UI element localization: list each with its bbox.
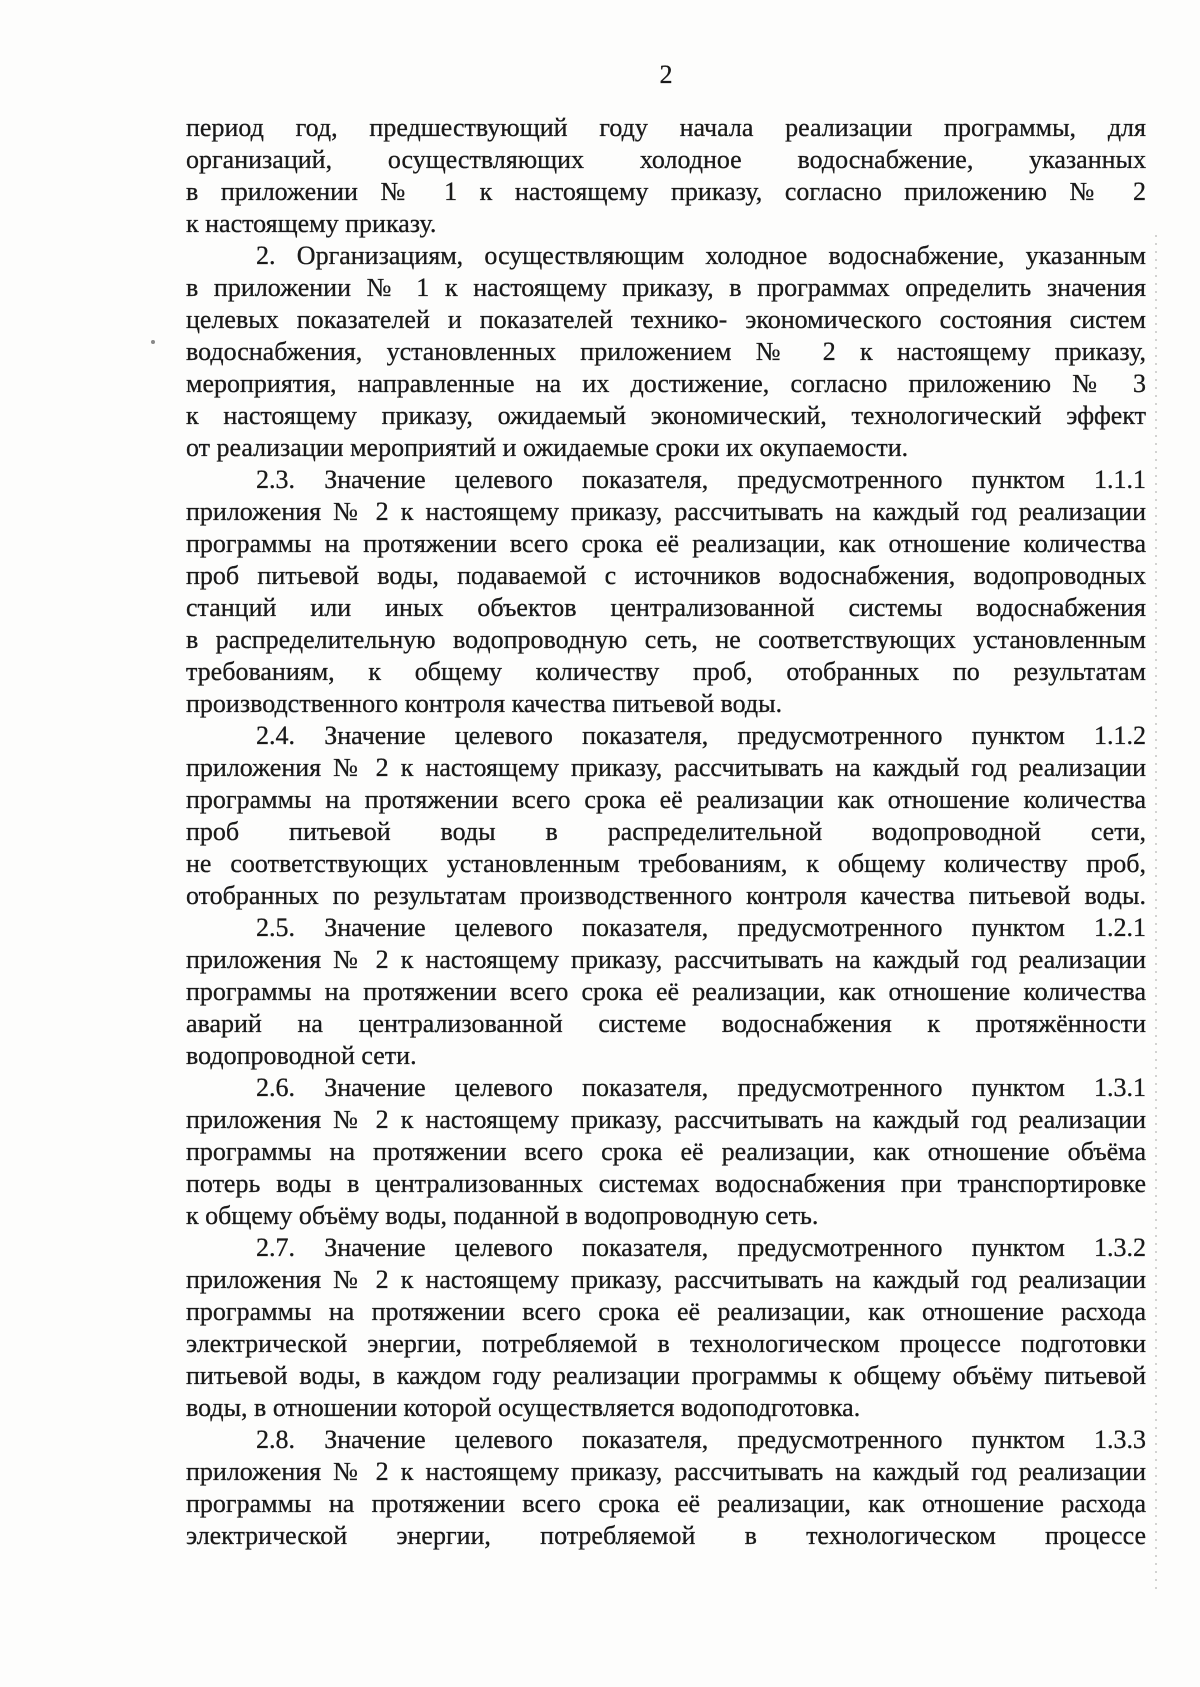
- text-line: проб питьевой воды, подаваемой с источников водоснабжения, водопроводных: [186, 561, 1146, 590]
- text-line: приложения № 2 к настоящему приказу, рассчитывать на каждый год реализации: [186, 945, 1146, 974]
- text-line: 2. Организациям, осуществляющим холодное водоснабжение, указанным: [256, 241, 1146, 270]
- text-line: производственного контроля качества питьевой воды.: [186, 689, 783, 718]
- paragraph: [186, 912, 1146, 1072]
- text-line: 2.5. Значение целевого показателя, предусмотренного пунктом 1.2.1: [256, 913, 1146, 942]
- text-line: целевых показателей и показателей технико- экономического состояния систем: [186, 305, 1146, 334]
- text-line: в распределительную водопроводную сеть, не соответствующих установленным: [186, 625, 1146, 654]
- scan-artifact-dotted-line-icon: [1155, 235, 1157, 1590]
- document-body: [186, 112, 1146, 1552]
- paragraph: [186, 464, 1146, 720]
- paragraph: [186, 112, 1146, 240]
- text-line: организаций, осуществляющих холодное водоснабжение, указанных: [186, 145, 1146, 174]
- text-line: приложения № 2 к настоящему приказу, рассчитывать на каждый год реализации: [186, 1105, 1146, 1134]
- text-line: 2.8. Значение целевого показателя, предусмотренного пунктом 1.3.3: [256, 1425, 1146, 1454]
- text-line: приложения № 2 к настоящему приказу, рассчитывать на каждый год реализации: [186, 1265, 1146, 1294]
- paragraph: [186, 1072, 1146, 1232]
- text-line: водопроводной сети.: [186, 1041, 417, 1070]
- text-line: в приложении № 1 к настоящему приказу, согласно приложению № 2: [186, 177, 1146, 206]
- text-line: аварий на централизованной системе водоснабжения к протяжённости: [186, 1009, 1146, 1038]
- paragraph: [186, 1232, 1146, 1424]
- text-line: отобранных по результатам производственного контроля качества питьевой воды.: [186, 881, 1146, 910]
- paragraph: [186, 720, 1146, 912]
- text-line: приложения № 2 к настоящему приказу, рассчитывать на каждый год реализации: [186, 753, 1146, 782]
- text-line: период год, предшествующий году начала реализации программы, для: [186, 113, 1146, 142]
- text-line: воды, в отношении которой осуществляется водоподготовка.: [186, 1393, 861, 1422]
- text-line: программы на протяжении всего срока её реализации, как отношение расхода: [186, 1489, 1146, 1518]
- text-line: требованиям, к общему количеству проб, отобранных по результатам: [186, 657, 1146, 686]
- text-line: проб питьевой воды в распределительной водопроводной сети,: [186, 817, 1146, 846]
- text-line: от реализации мероприятий и ожидаемые сроки их окупаемости.: [186, 433, 909, 462]
- text-line: программы на протяжении всего срока её реализации, как отношение количества: [186, 529, 1146, 558]
- text-line: программы на протяжении всего срока её реализации, как отношение количества: [186, 977, 1146, 1006]
- text-line: программы на протяжении всего срока её реализации, как отношение объёма: [186, 1137, 1146, 1166]
- text-line: питьевой воды, в каждом году реализации программы к общему объёму питьевой: [186, 1361, 1146, 1390]
- paragraph: [186, 240, 1146, 464]
- text-line: в приложении № 1 к настоящему приказу, в программах определить значения: [186, 273, 1146, 302]
- text-line: 2.3. Значение целевого показателя, предусмотренного пунктом 1.1.1: [256, 465, 1146, 494]
- text-line: приложения № 2 к настоящему приказу, рассчитывать на каждый год реализации: [186, 1457, 1146, 1486]
- scan-speckle-icon: [151, 340, 155, 344]
- text-line: электрической энергии, потребляемой в технологическом процессе подготовки: [186, 1329, 1146, 1358]
- text-line: потерь воды в централизованных системах водоснабжения при транспортировке: [186, 1169, 1146, 1198]
- text-line: мероприятия, направленные на их достижение, согласно приложению № 3: [186, 369, 1146, 398]
- text-line: к общему объёму воды, поданной в водопроводную сеть.: [186, 1201, 819, 1230]
- text-line: не соответствующих установленным требованиям, к общему количеству проб,: [186, 849, 1146, 878]
- text-line: приложения № 2 к настоящему приказу, рассчитывать на каждый год реализации: [186, 497, 1146, 526]
- text-line: водоснабжения, установленных приложением № 2 к настоящему приказу,: [186, 337, 1146, 366]
- text-line: программы на протяжении всего срока её реализации как отношение количества: [186, 785, 1146, 814]
- text-line: к настоящему приказу.: [186, 209, 437, 238]
- text-line: станций или иных объектов централизованной системы водоснабжения: [186, 593, 1146, 622]
- text-line: 2.7. Значение целевого показателя, предусмотренного пунктом 1.3.2: [256, 1233, 1146, 1262]
- page-number: 2: [659, 60, 673, 89]
- text-line: программы на протяжении всего срока её реализации, как отношение расхода: [186, 1297, 1146, 1326]
- paragraph: [186, 1424, 1146, 1552]
- text-line: к настоящему приказу, ожидаемый экономический, технологический эффект: [186, 401, 1146, 430]
- text-line: 2.6. Значение целевого показателя, предусмотренного пунктом 1.3.1: [256, 1073, 1146, 1102]
- text-line: электрической энергии, потребляемой в технологическом процессе: [186, 1521, 1146, 1550]
- text-line: 2.4. Значение целевого показателя, предусмотренного пунктом 1.1.2: [256, 721, 1146, 750]
